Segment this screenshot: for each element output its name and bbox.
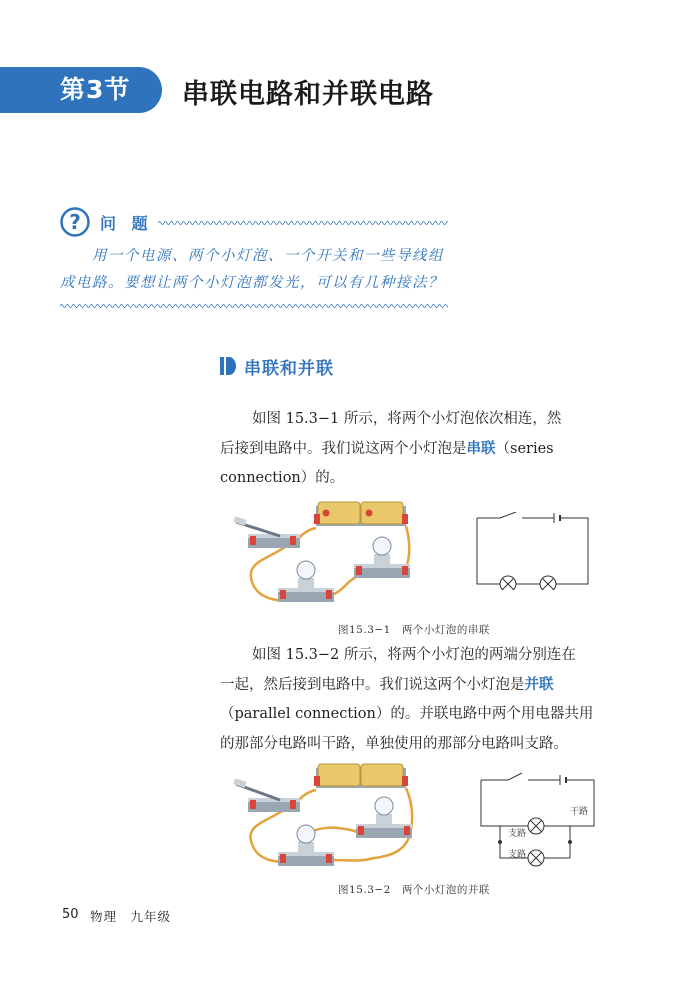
figure-1-caption: 图15.3−1 两个小灯泡的串联 <box>338 624 490 636</box>
page-number: 50 <box>62 907 79 922</box>
label-main-circuit: 干路 <box>570 807 589 817</box>
parallel-circuit-diagram <box>478 768 598 876</box>
series-circuit-diagram <box>474 512 592 590</box>
switch-illustration <box>233 778 300 812</box>
question-line-2: 成电路。要想让两个小灯泡都发光，可以有几种接法？ <box>60 275 444 291</box>
p2-line-2: 一起，然后接到电路中。我们说这两个小灯泡是 <box>220 676 525 693</box>
bulb-illustration <box>278 561 334 602</box>
question-divider <box>158 219 448 227</box>
subsection-marker-icon <box>220 357 236 375</box>
section-title: 串联电路和并联电路 <box>182 79 434 110</box>
svg-text:?: ? <box>69 210 81 234</box>
bulb-illustration <box>354 537 410 578</box>
question-icon <box>60 207 90 237</box>
series-circuit-illustration <box>230 500 420 612</box>
p1-line-3: connection）的。 <box>220 470 345 486</box>
paragraph-1 <box>220 405 608 494</box>
question-label: 问 题 <box>100 214 153 233</box>
battery-illustration <box>314 502 408 526</box>
bulb-illustration <box>356 797 412 838</box>
p2-line-1: 如图 15.3−2 所示，将两个小灯泡的两端分别连在 <box>252 647 576 663</box>
bulb-illustration <box>278 825 334 866</box>
subsection-title: 串联和并联 <box>244 359 334 379</box>
parallel-circuit-illustration <box>230 762 420 874</box>
p1-line-2-end: （series <box>495 440 554 457</box>
p2-line-3: （parallel connection）的。并联电路中两个用电器共用 <box>220 706 594 722</box>
term-parallel: 并联 <box>524 676 554 693</box>
label-branch-1: 支路 <box>508 829 527 839</box>
p1-line-2: 后接到电路中。我们说这两个小灯泡是 <box>220 440 467 457</box>
question-text <box>60 243 448 297</box>
label-branch-2: 支路 <box>508 850 527 860</box>
switch-illustration <box>233 516 300 548</box>
paragraph-2 <box>220 641 608 759</box>
p2-line-4: 的那部分电路叫干路，单独使用的那部分电路叫支路。 <box>220 735 568 752</box>
question-bottom-divider <box>60 302 448 310</box>
book-title: 物理 九年级 <box>90 909 172 924</box>
battery-illustration <box>314 764 408 788</box>
p1-line-1: 如图 15.3−1 所示，将两个小灯泡依次相连，然 <box>252 411 562 427</box>
term-series: 串联 <box>466 440 496 457</box>
figure-2-caption: 图15.3−2 两个小灯泡的并联 <box>338 884 490 896</box>
section-number-tab: 第3节 <box>0 67 162 113</box>
question-line-1: 用一个电源、两个小灯泡、一个开关和一些导线组 <box>92 248 444 264</box>
